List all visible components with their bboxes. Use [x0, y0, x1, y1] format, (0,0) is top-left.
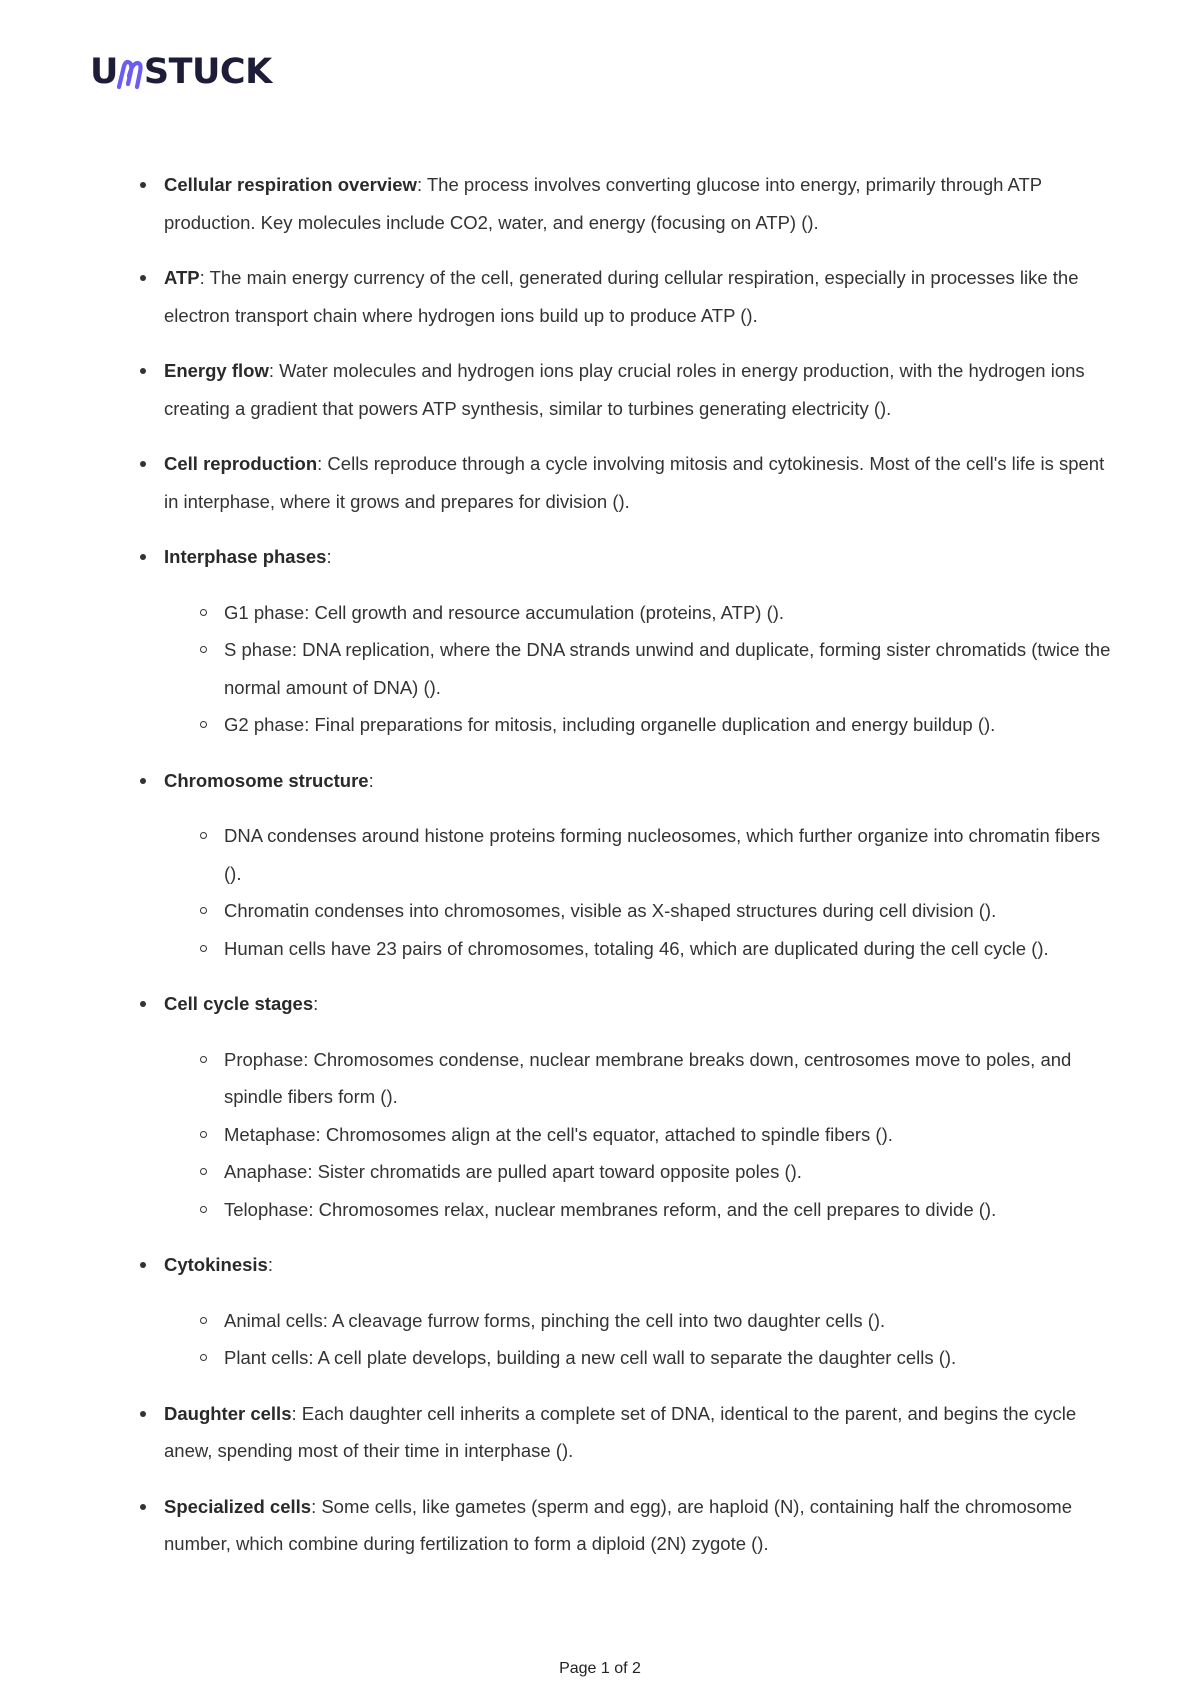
logo-suffix: STUCK	[143, 52, 272, 92]
item-text: : Cells reproduce through a cycle involving mitosis and cytokinesis. Most of the cell's life is spent in interphase, where it grows and prepares for division ().	[164, 453, 1105, 512]
sub-list	[164, 1041, 1114, 1229]
notes-list	[134, 166, 1114, 1563]
sub-list-item: Chromatin condenses into chromosomes, visible as X-shaped structures during cell division ().	[194, 892, 1114, 930]
list-item	[134, 1488, 1114, 1563]
item-term: Interphase phases	[164, 546, 327, 567]
item-term: Cytokinesis	[164, 1254, 268, 1275]
item-text: : The process involves converting glucose into energy, primarily through ATP production. Key molecules include CO2, water, and energy (focusing on ATP) ().	[164, 174, 1042, 233]
sub-list-item: Plant cells: A cell plate develops, building a new cell wall to separate the daughter cells ().	[194, 1339, 1114, 1377]
list-item	[134, 762, 1114, 968]
sub-list-item: Telophase: Chromosomes relax, nuclear membranes reform, and the cell prepares to divide ().	[194, 1191, 1114, 1229]
item-text: :	[368, 769, 374, 791]
unstuck-logo	[90, 52, 272, 92]
sub-list-item: S phase: DNA replication, where the DNA strands unwind and duplicate, forming sister chromatids (twice the normal amount of DNA) ().	[194, 631, 1114, 706]
sub-list-item: Human cells have 23 pairs of chromosomes, totaling 46, which are duplicated during the cell cycle ().	[194, 930, 1114, 968]
sub-list-item: Anaphase: Sister chromatids are pulled apart toward opposite poles ().	[194, 1153, 1114, 1191]
item-term: Specialized cells	[164, 1495, 312, 1517]
item-text: : The main energy currency of the cell, generated during cellular respiration, especially in processes like the electron transport chain where hydrogen ions build up to produce ATP ().	[164, 267, 1079, 326]
item-text: :	[267, 1254, 273, 1275]
list-item	[134, 166, 1114, 241]
item-term: Daughter cells	[164, 1402, 292, 1424]
item-text: : Some cells, like gametes (sperm and egg), are haploid (N), containing half the chromosome number, which combine during fertilization to form a diploid (2N) zygote ().	[164, 1495, 1072, 1554]
item-text: : Water molecules and hydrogen ions play crucial roles in energy production, with the hydrogen ions creating a gradient that powers ATP synthesis, similar to turbines generating electricity ().	[164, 360, 1085, 419]
sub-list-item: Prophase: Chromosomes condense, nuclear membrane breaks down, centrosomes move to poles, and spindle fibers form ().	[194, 1041, 1114, 1116]
list-item	[134, 1246, 1114, 1377]
item-text: :	[326, 546, 332, 567]
item-term: ATP	[164, 267, 200, 288]
item-term: Cell cycle stages	[164, 993, 314, 1014]
sub-list-item: Metaphase: Chromosomes align at the cell's equator, attached to spindle fibers ().	[194, 1116, 1114, 1154]
list-item	[134, 445, 1114, 520]
list-item	[134, 259, 1114, 334]
logo-n-mark-icon	[115, 54, 145, 90]
list-item	[134, 352, 1114, 427]
list-item	[134, 538, 1114, 744]
item-text: : Each daughter cell inherits a complete set of DNA, identical to the parent, and begins the cycle anew, spending most of their time in interphase ().	[164, 1402, 1077, 1461]
sub-list-item: G1 phase: Cell growth and resource accumulation (proteins, ATP) ().	[194, 594, 1114, 632]
item-term: Cell reproduction	[164, 453, 318, 474]
sub-list-item: G2 phase: Final preparations for mitosis, including organelle duplication and energy buildup ().	[194, 706, 1114, 744]
sub-list-item: Animal cells: A cleavage furrow forms, pinching the cell into two daughter cells ().	[194, 1302, 1114, 1340]
notes-content	[134, 166, 1114, 1581]
item-term: Chromosome structure	[164, 769, 369, 791]
list-item	[134, 1395, 1114, 1470]
sub-list	[164, 1302, 1114, 1377]
item-text: :	[313, 993, 319, 1014]
list-item	[134, 985, 1114, 1228]
item-term: Energy flow	[164, 360, 269, 381]
sub-list	[164, 594, 1114, 744]
logo-prefix: U	[90, 52, 118, 92]
item-term: Cellular respiration overview	[164, 174, 417, 195]
page-number: Page 1 of 2	[559, 1660, 641, 1677]
sub-list	[164, 817, 1114, 967]
sub-list-item: DNA condenses around histone proteins forming nucleosomes, which further organize into chromatin fibers ().	[194, 817, 1114, 892]
